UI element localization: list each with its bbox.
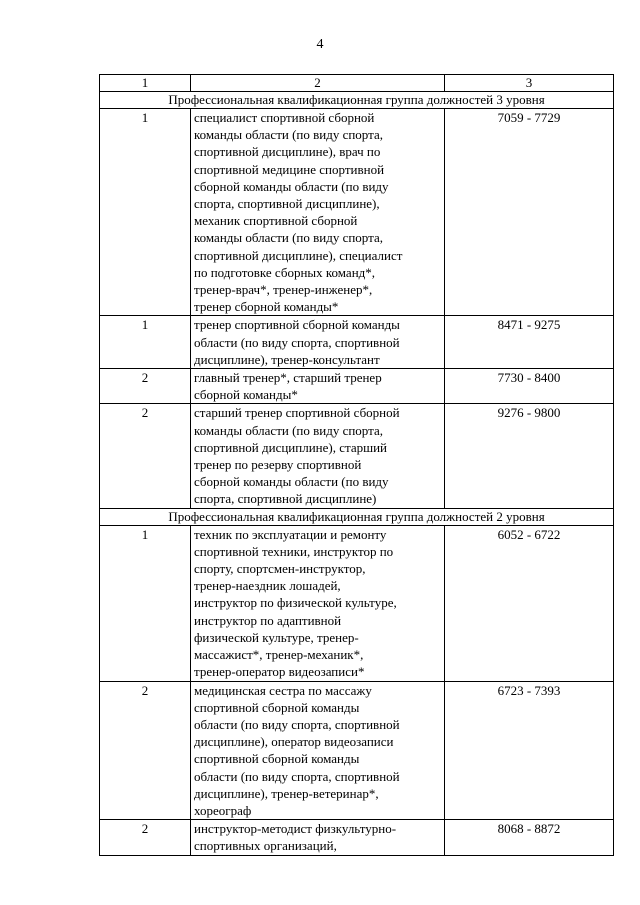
position-line: спорту, спортсмен-инструктор, [194, 561, 366, 577]
position-line: тренер по резерву спортивной [194, 457, 362, 473]
table-row [100, 369, 614, 404]
table-row [100, 316, 614, 369]
salary-table [99, 74, 614, 856]
position-line: механик спортивной сборной [194, 213, 358, 229]
position-line: сборной команды области (по виду [194, 178, 389, 194]
level-cell: 2 [100, 404, 191, 508]
table-row [100, 681, 614, 820]
position-line: области (по виду спорта, спортивной [194, 768, 400, 784]
position-line: спорта, спортивной дисциплине) [194, 491, 377, 507]
position-line: сборной команды* [194, 387, 298, 403]
table-row [100, 525, 614, 681]
positions-cell [191, 316, 445, 369]
position-line: спортивной техники, инструктор по [194, 543, 394, 559]
position-line: главный тренер*, старший тренер [194, 370, 382, 386]
salary-cell: 8471 - 9275 [445, 316, 614, 369]
level-cell: 1 [100, 525, 191, 681]
header-cell-3: 3 [445, 75, 614, 92]
positions-cell [191, 369, 445, 404]
position-line: спортивной медицине спортивной [194, 161, 385, 177]
position-line: дисциплине), тренер-консультант [194, 351, 380, 367]
position-line: спорта, спортивной дисциплине), [194, 196, 380, 212]
positions-cell [191, 820, 445, 855]
salary-cell: 8068 - 8872 [445, 820, 614, 855]
position-line: тренер-оператор видеозаписи* [194, 664, 365, 680]
position-line: команды области (по виду спорта, [194, 422, 383, 438]
position-line: области (по виду спорта, спортивной [194, 716, 400, 732]
position-line: дисциплине), тренер-ветеринар*, [194, 785, 379, 801]
position-line: специалист спортивной сборной [194, 110, 375, 125]
positions-cell [191, 109, 445, 316]
position-line: тренер-врач*, тренер-инженер*, [194, 282, 373, 298]
position-line: старший тренер спортивной сборной [194, 405, 400, 421]
level-cell: 1 [100, 316, 191, 369]
positions-cell [191, 404, 445, 508]
table-header-row [100, 75, 614, 92]
position-line: инструктор по адаптивной [194, 612, 342, 628]
table-row [100, 404, 614, 508]
position-line: команды области (по виду спорта, [194, 127, 383, 143]
position-line: области (по виду спорта, спортивной [194, 334, 400, 350]
group-title: Профессиональная квалификационная группа должностей 3 уровня [100, 92, 614, 109]
group-row [100, 508, 614, 525]
position-line: по подготовке сборных команд*, [194, 264, 376, 280]
salary-cell: 9276 - 9800 [445, 404, 614, 508]
level-cell: 1 [100, 109, 191, 316]
position-line: физической культуре, тренер- [194, 629, 359, 645]
level-cell: 2 [100, 369, 191, 404]
position-line: инструктор-методист физкультурно- [194, 821, 397, 837]
positions-cell [191, 681, 445, 820]
position-line: тренер-наездник лошадей, [194, 578, 341, 594]
level-cell: 2 [100, 681, 191, 820]
level-cell: 2 [100, 820, 191, 855]
position-line: сборной команды области (по виду [194, 474, 389, 490]
position-line: спортивной дисциплине), старший [194, 439, 388, 455]
group-title: Профессиональная квалификационная группа должностей 2 уровня [100, 508, 614, 525]
position-line: техник по эксплуатации и ремонту [194, 526, 387, 542]
salary-cell: 6052 - 6722 [445, 525, 614, 681]
table-row [100, 109, 614, 316]
salary-cell: 7059 - 7729 [445, 109, 614, 316]
position-line: дисциплине), оператор видеозаписи [194, 734, 394, 750]
table-row [100, 820, 614, 855]
salary-cell: 6723 - 7393 [445, 681, 614, 820]
group-row [100, 92, 614, 109]
positions-cell [191, 525, 445, 681]
position-line: спортивной дисциплине), специалист [194, 247, 403, 263]
header-cell-1: 1 [100, 75, 191, 92]
position-line: медицинская сестра по массажу [194, 682, 372, 698]
position-line: спортивных организаций, [194, 838, 337, 854]
position-line: тренер сборной команды* [194, 299, 339, 315]
position-line: инструктор по физической культуре, [194, 595, 397, 611]
position-line: тренер спортивной сборной команды [194, 317, 400, 333]
page-number: 4 [316, 37, 324, 52]
position-line: массажист*, тренер-механик*, [194, 647, 364, 663]
position-line: спортивной сборной команды [194, 699, 360, 715]
position-line: спортивной сборной команды [194, 751, 360, 767]
header-cell-2: 2 [191, 75, 445, 92]
position-line: спортивной дисциплине), врач по [194, 144, 381, 160]
position-line: команды области (по виду спорта, [194, 230, 383, 246]
salary-cell: 7730 - 8400 [445, 369, 614, 404]
position-line: хореограф [194, 802, 252, 818]
